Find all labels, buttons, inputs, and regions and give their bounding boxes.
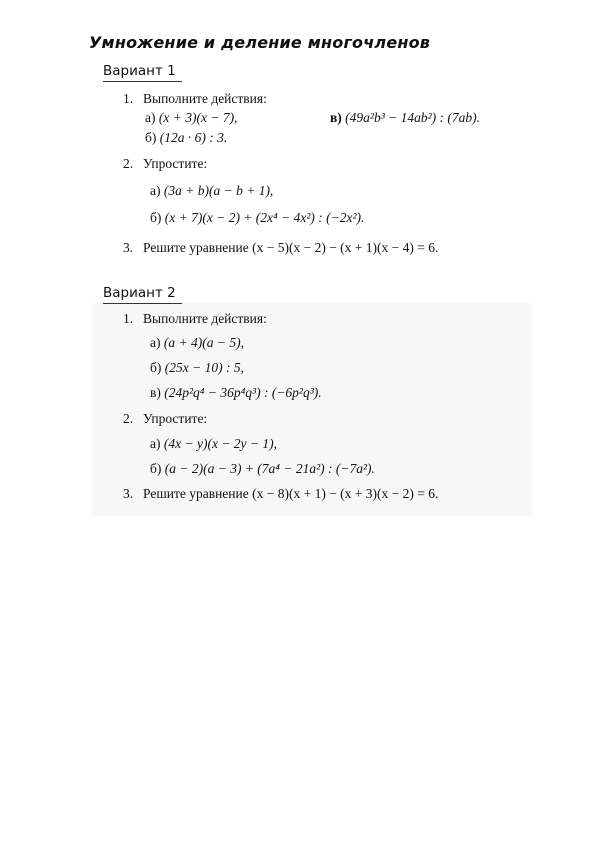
v2-task2-a-label: а) [150, 436, 161, 451]
v1-task2-a-expr: (3a + b)(a − b + 1), [163, 183, 274, 198]
v2-task1-c-label: в) [150, 385, 161, 400]
v2-task2-a [150, 436, 277, 452]
v2-task3-text: Решите уравнение (x − 8)(x + 1) − (x + 3)(x − 2) = 6. [143, 486, 439, 501]
v1-task1-c-label: в) [330, 110, 342, 125]
v2-task1-b-expr: (25x − 10) : 5, [164, 360, 244, 375]
v2-task1 [123, 311, 267, 327]
v1-task1-c [330, 110, 480, 126]
v2-task2-a-expr: (4x − y)(x − 2y − 1), [163, 436, 278, 451]
v1-task2-b-expr: (x + 7)(x − 2) + (2x⁴ − 4x²) : (−2x²). [164, 210, 365, 225]
v2-task1-number: 1. [123, 311, 134, 326]
variant-2-heading: Вариант 2 [103, 285, 182, 304]
v1-task1-c-expr: (49a²b³ − 14ab²) : (7ab). [345, 110, 481, 125]
v1-task1 [123, 91, 267, 107]
page-title: Умножение и деление многочленов [89, 33, 431, 52]
v1-task1-text: Выполните действия: [143, 91, 267, 106]
v2-task2-number: 2. [123, 411, 134, 426]
v2-task2 [123, 411, 207, 427]
v2-task1-b-label: б) [150, 360, 162, 375]
v1-task3 [123, 240, 438, 256]
v2-task2-b-label: б) [150, 461, 162, 476]
v2-task3 [123, 486, 438, 502]
v2-task1-b [150, 360, 244, 376]
v1-task2-b [150, 210, 364, 226]
v2-task1-a-label: а) [150, 335, 161, 350]
v2-task3-number: 3. [123, 486, 134, 501]
v2-task1-a [150, 335, 244, 351]
v1-task1-b [145, 130, 227, 146]
v2-task1-c-expr: (24p²q⁴ − 36p⁴q³) : (−6p²q³). [164, 385, 322, 400]
v1-task1-a [145, 110, 237, 126]
v1-task3-text: Решите уравнение (x − 5)(x − 2) − (x + 1)(x − 4) = 6. [143, 240, 439, 255]
v2-task2-text: Упростите: [143, 411, 208, 426]
v1-task2-text: Упростите: [143, 156, 208, 171]
v1-task1-a-expr: (x + 3)(x − 7), [158, 110, 238, 125]
v1-task2-a [150, 183, 273, 199]
v1-task1-number: 1. [123, 91, 134, 106]
v1-task2 [123, 156, 207, 172]
v1-task2-number: 2. [123, 156, 134, 171]
v1-task2-a-label: а) [150, 183, 161, 198]
v2-task1-text: Выполните действия: [143, 311, 267, 326]
v2-task1-c [150, 385, 322, 401]
v1-task1-b-expr: (12a · 6) : 3. [159, 130, 228, 145]
v2-task1-a-expr: (a + 4)(a − 5), [163, 335, 244, 350]
variant-1-heading: Вариант 1 [103, 63, 182, 82]
v2-task2-b [150, 461, 375, 477]
v1-task3-number: 3. [123, 240, 134, 255]
v2-task2-b-expr: (a − 2)(a − 3) + (7a⁴ − 21a²) : (−7a²). [164, 461, 375, 476]
v1-task1-b-label: б) [145, 130, 157, 145]
v1-task2-b-label: б) [150, 210, 162, 225]
v1-task1-a-label: а) [145, 110, 156, 125]
